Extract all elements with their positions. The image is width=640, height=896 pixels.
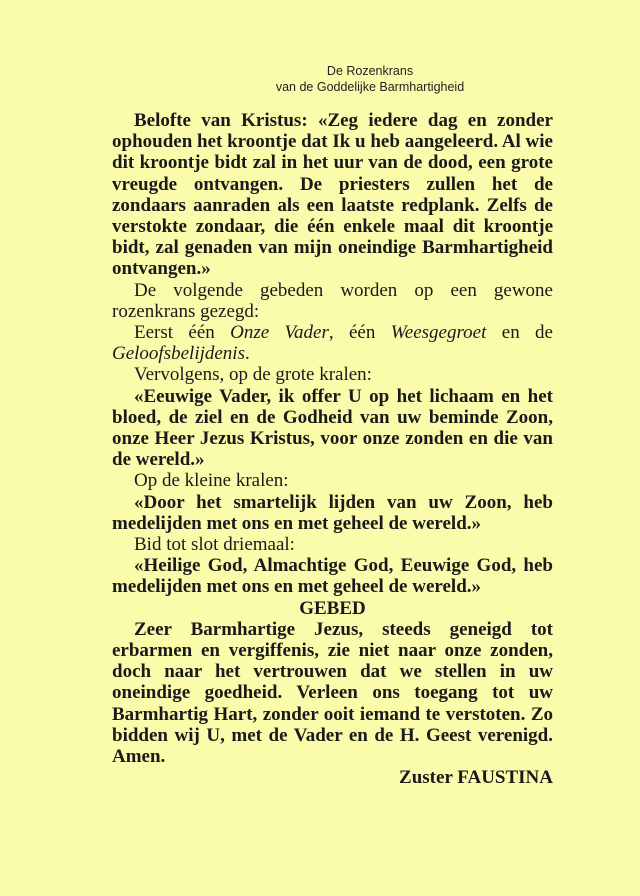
header-title: De Rozenkrans <box>326 64 414 78</box>
gebed-title: GEBED <box>299 597 366 619</box>
document-header <box>0 63 640 95</box>
eerst-and: en de <box>486 322 553 344</box>
slot-prayer: «Heilige God, Almachtige God, Eeuwige God, heb medelijden met ons en met geheel de wereld.» <box>112 555 553 598</box>
document-body <box>112 110 553 789</box>
kleine-kralen-label: Op de kleine kralen: <box>134 470 289 492</box>
grote-kralen-label: Vervolgens, op de grote kralen: <box>134 364 372 386</box>
grote-kralen-prayer: «Eeuwige Vader, ik offer U op het lichaam en het bloed, de ziel en de Godheid van uw beminde Zoon, onze Heer Jezus Kristus, voor onze zonden en die van de wereld.» <box>112 385 553 471</box>
header-subtitle: van de Goddelijke Barmhartigheid <box>275 80 465 94</box>
geloofsbelijdenis-text: Geloofsbelijdenis <box>112 343 245 365</box>
gebed-text: Zeer Barmhartige Jezus, steeds geneigd tot erbarmen en vergiffenis, zie niet naar onze zonden, doch naar het vertrouwen dat we stellen in uw oneindige goedheid. Verleen ons toegang tot uw Barmhartig Hart, zonder ooit iemand te verstoten. Zo bidden wij U, met de Vader en de H. Geest verenigd. Amen. <box>112 618 553 768</box>
slot-label: Bid tot slot driemaal: <box>134 534 295 556</box>
kleine-kralen-prayer: «Door het smartelijk lijden van uw Zoon, heb medelijden met ons en met geheel de wereld.» <box>112 491 553 534</box>
eerst-prefix: Eerst één <box>134 322 231 344</box>
belofte-paragraph: Belofte van Kristus: «Zeg iedere dag en zonder ophouden het kroontje dat Ik u heb aangeleerd. Al wie dit kroontje bidt zal in het uur van de dood, een grote vreugde ontvangen. De priesters zullen het de zondaars aanraden als een laatste redplank. Zelfs de verstokte zondaar, die één enkele maal dit kroontje bidt, zal genaden van mijn oneindige Barmhartigheid ontvangen.» <box>112 110 553 280</box>
onze-vader-text: Onze Vader <box>230 322 329 344</box>
weesgegroet-text: Weesgegroet <box>390 322 487 344</box>
intro-paragraph: De volgende gebeden worden op een gewone rozenkrans gezegd: <box>112 279 553 322</box>
eerst-end: . <box>244 343 250 365</box>
eerst-paragraph <box>112 322 553 364</box>
eerst-mid: , één <box>328 322 391 344</box>
signature: Zuster FAUSTINA <box>399 767 553 789</box>
